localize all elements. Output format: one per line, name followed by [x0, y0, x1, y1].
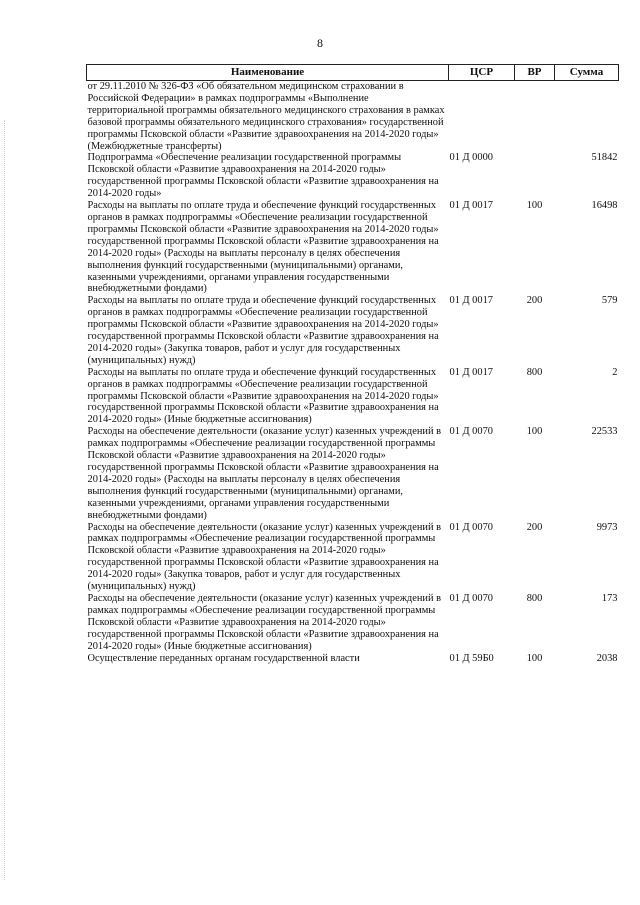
header-name: Наименование [87, 65, 449, 81]
row-csr: 01 Д 0070 [449, 521, 493, 533]
table-row [87, 200, 619, 295]
row-name: Расходы на обеспечение деятельности (оказание услуг) казенных учреждений в рамках подпрограммы «Обеспечение реализации государственной программы Псковской области «Развитие здравоохранения на 2014-2020 годы» государственной программы Псковской области «Развитие здравоохранения на 2014-2020 годы» (Расходы на выплаты персоналу в целях обеспечения выполнения функций государственными (муниципальными) органами, казенными учреждениями, органами управления государственными внебюджетными фондами) [87, 426, 442, 521]
table-row [87, 295, 619, 366]
header-vr: ВР [515, 65, 555, 81]
row-csr: 01 Д 0070 [449, 592, 493, 604]
budget-table [86, 64, 619, 664]
row-sum: 579 [601, 295, 618, 307]
header-csr: ЦСР [449, 65, 515, 81]
row-vr [515, 81, 555, 153]
row-sum: 2038 [596, 652, 618, 664]
row-vr: 100 [526, 426, 543, 438]
table-row [87, 426, 619, 521]
table-header-row [87, 65, 619, 81]
row-csr: 01 Д 0000 [449, 152, 493, 164]
row-vr: 800 [526, 366, 543, 378]
row-name: Расходы на выплаты по оплате труда и обеспечение функций государственных органов в рамках подпрограммы «Обеспечение реализации государственной программы Псковской области «Развитие здравоохранения на 2014-2020 годы» государственной программы Псковской области «Развитие здравоохранения на 2014-2020 годы» (Закупка товаров, работ и услуг для государственных (муниципальных) нужд) [87, 295, 439, 366]
row-csr: 01 Д 0070 [449, 426, 493, 438]
row-sum: 22533 [591, 426, 618, 438]
row-sum: 16498 [591, 200, 618, 212]
table-row [87, 152, 619, 200]
row-vr [515, 152, 555, 200]
row-name: Осуществление переданных органам государственной власти [87, 652, 360, 664]
row-csr: 01 Д 59Б0 [449, 652, 494, 664]
row-sum: 9973 [596, 521, 618, 533]
row-vr: 800 [526, 592, 543, 604]
row-name: Расходы на выплаты по оплате труда и обеспечение функций государственных органов в рамках подпрограммы «Обеспечение реализации государственной программы Псковской области «Развитие здравоохранения на 2014-2020 годы» государственной программы Псковской области «Развитие здравоохранения на 2014-2020 годы» (Расходы на выплаты персоналу в целях обеспечения выполнения функций государственными (муниципальными) органами, казенными учреждениями, органами управления государственными внебюджетными фондами) [87, 200, 439, 295]
row-csr: 01 Д 0017 [449, 295, 493, 307]
row-sum [555, 81, 619, 153]
scan-margin [4, 120, 6, 880]
row-vr: 200 [526, 295, 543, 307]
header-sum: Сумма [555, 65, 619, 81]
row-sum: 51842 [591, 152, 618, 164]
row-csr [449, 81, 515, 153]
table-row [87, 522, 619, 593]
row-name: Подпрограмма «Обеспечение реализации государственной программы Псковской области «Развитие здравоохранения на 2014-2020 годы» государственной программы Псковской области «Развитие здравоохранения на 2014-2020 годы» [87, 152, 439, 200]
table-row [87, 81, 619, 153]
table-row [87, 367, 619, 427]
table-row [87, 593, 619, 653]
table-row [87, 653, 619, 665]
row-sum: 173 [601, 592, 618, 604]
row-name: от 29.11.2010 № 326-ФЗ «Об обязательном медицинском страховании в Российской Федерации» в рамках подпрограммы «Выполнение территориальной программы обязательного медицинского страхования в рамках базовой программы обязательного медицинского страхования» государственной программы Псковской области «Развитие здравоохранения на 2014-2020 годы» (Межбюджетные трансферты) [87, 81, 445, 152]
page-number: 8 [317, 36, 323, 50]
row-vr: 100 [526, 652, 543, 664]
row-vr: 200 [526, 521, 543, 533]
row-sum: 2 [612, 366, 618, 378]
row-name: Расходы на обеспечение деятельности (оказание услуг) казенных учреждений в рамках подпрограммы «Обеспечение реализации государственной программы Псковской области «Развитие здравоохранения на 2014-2020 годы» государственной программы Псковской области «Развитие здравоохранения на 2014-2020 годы» (Закупка товаров, работ и услуг для государственных (муниципальных) нужд) [87, 521, 442, 593]
row-name: Расходы на обеспечение деятельности (оказание услуг) казенных учреждений в рамках подпрограммы «Обеспечение реализации государственной программы Псковской области «Развитие здравоохранения на 2014-2020 годы» государственной программы Псковской области «Развитие здравоохранения на 2014-2020 годы» (Иные бюджетные ассигнования) [87, 592, 442, 652]
row-csr: 01 Д 0017 [449, 366, 493, 378]
row-csr: 01 Д 0017 [449, 200, 493, 212]
row-name: Расходы на выплаты по оплате труда и обеспечение функций государственных органов в рамках подпрограммы «Обеспечение реализации государственной программы Псковской области «Развитие здравоохранения на 2014-2020 годы» государственной программы Псковской области «Развитие здравоохранения на 2014-2020 годы» (Иные бюджетные ассигнования) [87, 366, 439, 426]
row-vr: 100 [526, 200, 543, 212]
